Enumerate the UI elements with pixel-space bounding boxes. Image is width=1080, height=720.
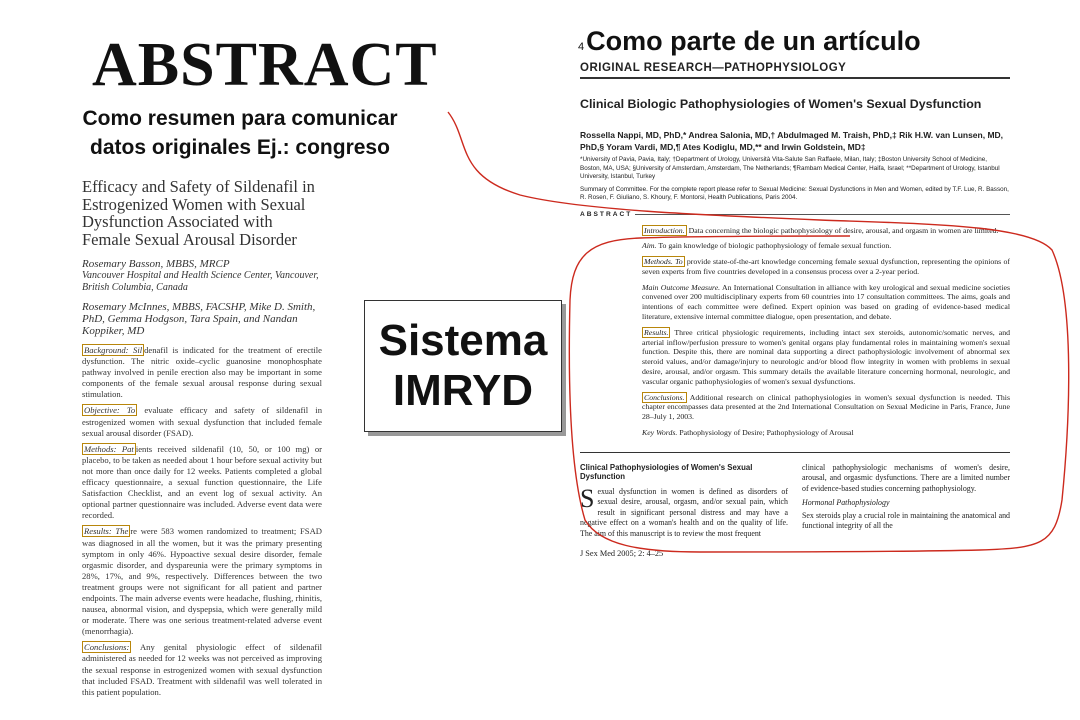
- right-paper-title: Clinical Biologic Pathophysiologies of Women's Sexual Dysfunction: [580, 97, 982, 111]
- subtitle-left-line2: datos originales Ej.: congreso: [90, 136, 390, 159]
- rp-methods: [642, 257, 1010, 277]
- body-columns: [580, 463, 1010, 544]
- drop-cap: S: [580, 483, 595, 513]
- rp-intro-text: Data concerning the biologic pathophysiology of desire, arousal, and orgasm in women are limited.: [686, 225, 999, 235]
- callout-line1: Sistema: [378, 316, 548, 365]
- col2-subheading: Hormonal Pathophysiology: [802, 498, 890, 508]
- rp-main-outcome-label: Main Outcome Measure.: [642, 282, 721, 292]
- callout-line2: IMRYD: [392, 366, 534, 415]
- right-paper-summary: Summary of Committee. For the complete report please refer to Sexual Medicine: Sexual Dysfunctions in Men and Women, edited by T.F. Lue, R. Basson, R. Rosen, F. Giuliano, S. Khoury, F. Montorsi, Health Publications, Paris 2004.: [580, 185, 1009, 201]
- results-label: Results: The: [84, 526, 129, 537]
- subtitle-left: [30, 104, 450, 162]
- rp-aim: [642, 241, 1010, 251]
- conclusions-text: Any genital physiologic effect of sildenafil administered as needed for 12 weeks was not perceived as improving the sexual response in estrogenized women with sexual dysfunction that included FSAD. Treatment with sildenafil was well tolerated in this patient population.: [82, 642, 322, 697]
- col1-heading: Clinical Pathophysiologies of Women's Sexual Dysfunction: [580, 462, 753, 482]
- methods-text: ients received sildenafil (10, 50, or 100 mg) or placebo, to be taken as needed about 1 hour before sexual activity but not more than once daily for 12 weeks. Patients completed a global efficacy questionnaire, a sexual function questionnaire, the Life Satisfaction Checklist, and an event log of sexual activity. An optional partner questionnaire was included. Adverse event data were recorded.: [82, 443, 322, 521]
- author-1: Rosemary Basson, MBBS, MRCP: [82, 258, 230, 270]
- rp-aim-label: Aim.: [642, 241, 657, 251]
- rp-intro: [642, 226, 1010, 236]
- body-rule: [580, 452, 1010, 453]
- col1-text: exual dysfunction in women is defined as disorders of sexual desire, arousal, orgasm, and/or sexual pain, which result in significant personal distress and may have a negative effect on a woman's health and on the quality of life. The aim of this manuscript is to review the most frequent: [580, 486, 788, 538]
- background-paragraph: [82, 345, 322, 400]
- abstract-label: [580, 211, 1010, 218]
- right-abstract-body: [642, 226, 1010, 438]
- rp-methods-label: Methods. To: [644, 257, 683, 267]
- rp-main-outcome-text: An International Consultation in alliance with key urological and sexual medicine societies convened over 200 multidisciplinary experts from 60 countries into 17 consultation committees. The aims, goals and intentions of each committee were defined. Expert opinion was based on grading of evidence-based medical literature, extensive internal committee dialogue, open presentation, and debate.: [642, 282, 1010, 322]
- rp-results: [642, 328, 1010, 387]
- rp-results-label: Results.: [644, 327, 669, 337]
- author-1-affiliation: Vancouver Hospital and Health Science Center, Vancouver, British Columbia, Canada: [82, 270, 319, 293]
- col2-paragraph: clinical pathophysiologic mechanisms of women's desire, arousal, and orgasmic dysfunctions. There are a limited number of evidence-based studies concerning pathophysiology.: [802, 462, 1010, 493]
- body-column-1: [580, 463, 788, 544]
- results-paragraph: [82, 526, 322, 637]
- methods-paragraph: [82, 444, 322, 522]
- conclusions-paragraph: [82, 642, 322, 697]
- slide-title: ABSTRACT: [92, 31, 438, 99]
- objective-paragraph: [82, 405, 322, 438]
- abstract-label-text: ABSTRACT: [580, 210, 633, 218]
- subtitle-left-line1: Como resumen para comunicar: [82, 107, 398, 130]
- conclusions-label: Conclusions:: [84, 642, 130, 653]
- center-callout-box: [364, 300, 562, 432]
- section-heading: ORIGINAL RESEARCH—PATHOPHYSIOLOGY: [580, 62, 847, 74]
- rp-methods-text: provide state-of-the-art knowledge concerning female sexual dysfunction, representing the opinions of seven experts from five countries developed in a consensus process over a 2-year period.: [642, 257, 1010, 276]
- rp-keywords: [642, 428, 1010, 438]
- background-text: denafil is indicated for the treatment of erectile dysfunction. The nitric oxide–cyclic guanosine monophosphate pathway involved in penile erection also may be important in some components of the female sexual arousal response during sexual stimulation.: [82, 345, 322, 400]
- results-text: re were 583 women randomized to treatment; FSAD was diagnosed in all the women, but it was the primary presenting symptom in only 46%. Hypoactive sexual desire disorder, female orgasmic disorder, and dyspareunia were the primary symptoms in 28%, 17%, and 9%, respectively. Differences between the two treatment groups were not significant for all patient and partner endpoints. The main adverse events were headache, flushing, rhinitis, nausea, abnormal vision, and dyspepsia, which were generally mild or moderate. There was one serious treatment-related adverse event (menorrhagia).: [82, 526, 322, 637]
- col2-paragraph-2: Sex steroids play a crucial role in maintaining the anatomical and functional integrity of all the: [802, 510, 1010, 531]
- background-label: Background: Sil: [84, 345, 143, 355]
- author-2: Rosemary McInnes, MBBS, FACSHP, Mike D. Smith, PhD, Gemma Hodgson, Tara Spain, and Nandan Koppiker, MD: [82, 301, 316, 337]
- rp-conclusions-label: Conclusions.: [644, 392, 685, 402]
- journal-footer: J Sex Med 2005; 2: 4–25: [580, 549, 664, 559]
- rp-keywords-text: Pathophysiology of Desire; Pathophysiology of Arousal: [677, 428, 854, 438]
- page-number: 4: [578, 41, 585, 53]
- subtitle-right-text: Como parte de un artículo: [586, 26, 921, 56]
- rp-keywords-label: Key Words.: [642, 428, 678, 438]
- rp-aim-text: To gain knowledge of biologic pathophysiology of female sexual function.: [656, 241, 892, 251]
- rp-conclusions-text: Additional research on clinical pathophysiologies in women's sexual dysfunction is needed. This chapter encompasses data presented at the 2nd International Consultation on Sexual Medicine in Paris, France, June 28–July 1, 2003.: [642, 392, 1010, 422]
- rp-intro-label: Introduction.: [644, 225, 685, 235]
- left-paper-title: Efficacy and Safety of Sildenafil in Estrogenized Women with Sexual Dysfunction Associated with Female Sexual Arousal Disorder: [82, 177, 315, 249]
- right-paper-authors: Rossella Nappi, MD, PhD,* Andrea Salonia, MD,† Abdulmaged M. Traish, PhD,‡ Rik H.W. van Lunsen, MD, PhD,§ Yoram Vardi, MD,¶ Ates Kodiglu, MD,** and Irwin Goldstein, MD‡: [580, 130, 1004, 152]
- section-rule: [580, 77, 1010, 79]
- left-paper: [82, 178, 322, 708]
- right-paper: [580, 62, 1010, 712]
- subtitle-right: [578, 26, 921, 57]
- objective-text: evaluate efficacy and safety of sildenafil in estrogenized women with sexual dysfunction that included female sexual arousal disorder (FSAD).: [82, 405, 322, 438]
- body-column-2: [802, 463, 1010, 544]
- methods-label: Methods: Pat: [84, 443, 134, 454]
- col1-paragraph: [580, 483, 788, 540]
- rp-results-text: Three critical physiologic requirements, including intact sex steroids, autonomic/somatic nerves, and arterial inflow/perfusion pressure to women's genital organs play fundamental roles in maintaining women's sexual function. Despite this, there are nominal data supporting a direct pathophysiologic involvement of abnormal sex steroid values, and/or damage/injury to neurologic and/or blood flow integrity in women with problems in sexual desire, arousal, and/or orgasm. This summary details the available literature concerning hormonal, neurologic, and vascular organic pathophysiologies of women's sexual dysfunctions.: [642, 327, 1010, 386]
- left-paper-authors: [82, 258, 322, 337]
- rp-conclusions: [642, 393, 1010, 422]
- rp-main-outcome: [642, 283, 1010, 322]
- abstract-rule: [635, 214, 1010, 215]
- objective-label: Objective: To: [84, 405, 136, 416]
- right-paper-affiliations: *University of Pavia, Pavia, Italy; †Department of Urology, Università Vita-Salute San Raffaele, Milan, Italy; ‡Boston University School of Medicine, Boston, MA, USA; §University of Amsterdam, Amsterdam, The Netherlands; ¶Rambam Medical Center, Haifa, Israel; **Department of Urology, Istanbul University, Istanbul, Turkey: [580, 156, 1000, 180]
